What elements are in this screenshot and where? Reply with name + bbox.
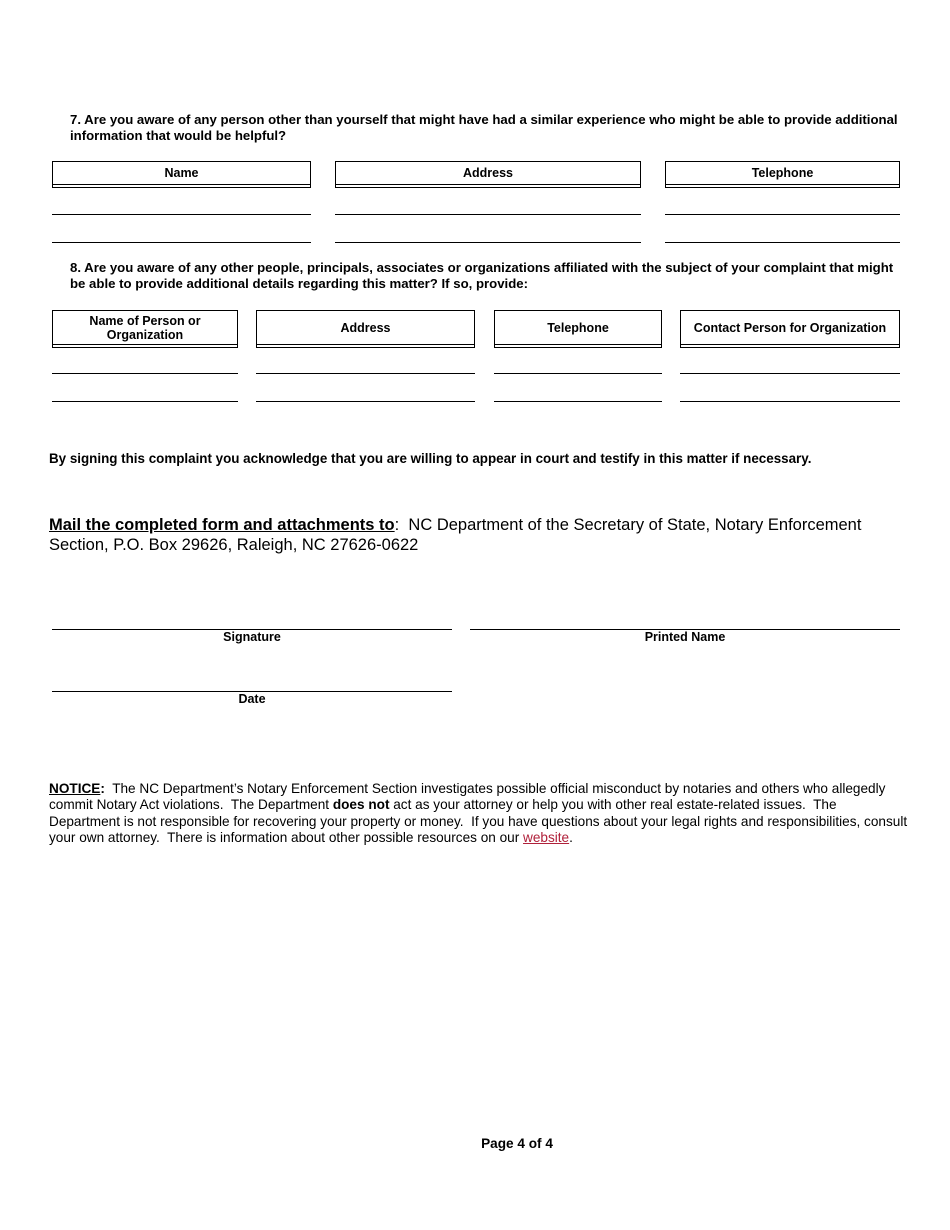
q8-row1-contact-field[interactable]	[680, 373, 900, 374]
q7-header-telephone: Telephone	[665, 161, 900, 188]
q8-row2-telephone-field[interactable]	[494, 401, 662, 402]
notice-text-part1: The NC Department’s Notary Enforcement Section investigates possible official misconduct by notaries and others who allegedly commit Notary Act violations. The Department	[49, 781, 890, 813]
mail-separator: :	[394, 516, 409, 534]
q7-row2-telephone-field[interactable]	[665, 242, 900, 243]
q7-header-name: Name	[52, 161, 311, 188]
q8-header-address: Address	[256, 310, 475, 348]
page-number: Page 4 of 4	[481, 1136, 553, 1151]
website-link[interactable]: website	[523, 830, 570, 846]
date-label: Date	[238, 692, 266, 706]
q7-row2-name-field[interactable]	[52, 242, 311, 243]
notice-text-part2: act as your attorney or help you with other real estate-related issues. The Department is not responsible for recovering your property or money. If you have questions about your legal rights and responsibilities, consult your own attorney. There is information about other possible resources on our	[49, 797, 911, 846]
q8-row2-contact-field[interactable]	[680, 401, 900, 402]
q7-row2-address-field[interactable]	[335, 242, 641, 243]
q8-row2-name-field[interactable]	[52, 401, 238, 402]
q8-header-contact-person: Contact Person for Organization	[680, 310, 900, 348]
mail-address: NC Department of the Secretary of State, Notary Enforcement Section, P.O. Box 29626, Raleigh, NC 27626-0622	[49, 516, 862, 554]
q7-row1-name-field[interactable]	[52, 214, 311, 215]
printed-name-label: Printed Name	[644, 630, 726, 644]
question-8-text: 8. Are you aware of any other people, principals, associates or organizations affiliated with the subject of your complaint that might be able to provide additional details regarding this matter? If so, provide:	[70, 260, 894, 291]
q7-header-address: Address	[335, 161, 641, 188]
notice-paragraph	[49, 781, 909, 847]
q7-row1-address-field[interactable]	[335, 214, 641, 215]
question-7-text: 7. Are you aware of any person other than yourself that might have had a similar experience who might be able to provide additional information that would be helpful?	[70, 112, 898, 143]
notice-emphasis: does not	[332, 797, 390, 813]
q8-row1-name-field[interactable]	[52, 373, 238, 374]
q8-header-name-of-person: Name of Person or Organization	[52, 310, 238, 348]
q8-row1-telephone-field[interactable]	[494, 373, 662, 374]
notice-end: .	[569, 830, 573, 846]
notice-heading: NOTICE	[49, 781, 101, 796]
q7-row1-telephone-field[interactable]	[665, 214, 900, 215]
mailing-instructions	[49, 515, 909, 555]
q8-row1-address-field[interactable]	[256, 373, 475, 374]
notice-colon: :	[100, 781, 105, 796]
signature-label: Signature	[223, 630, 281, 644]
q8-row2-address-field[interactable]	[256, 401, 475, 402]
q8-header-telephone: Telephone	[494, 310, 662, 348]
acknowledgement-text: By signing this complaint you acknowledge that you are willing to appear in court and testify in this matter if necessary.	[49, 451, 812, 466]
mail-heading: Mail the completed form and attachments to	[49, 516, 395, 534]
